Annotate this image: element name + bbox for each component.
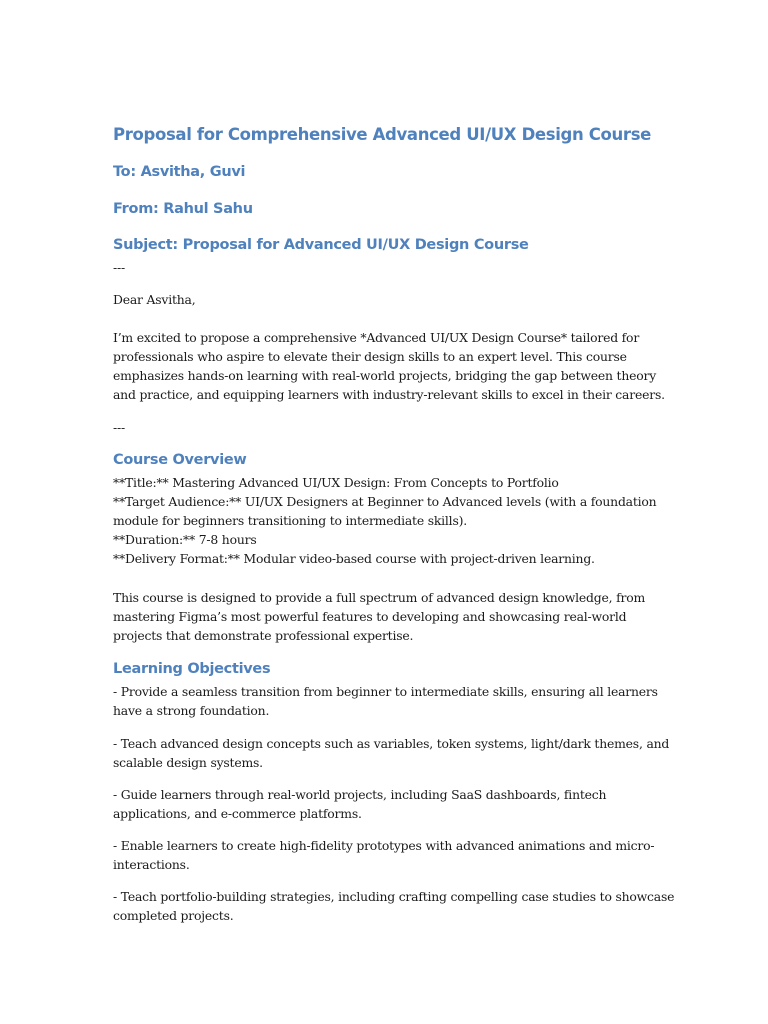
overview-line: module for beginners transitioning to intermediate skills). <box>113 513 467 528</box>
summary-line: projects that demonstrate professional expertise. <box>113 628 414 643</box>
subject-line: Subject: Proposal for Advanced UI/UX Design Course <box>113 237 529 253</box>
objective-line: - Guide learners through real-world projects, including SaaS dashboards, fintech <box>113 787 607 802</box>
intro-line: professionals who aspire to elevate their design skills to an expert level. This course <box>113 349 627 364</box>
course-summary-paragraph <box>113 588 658 645</box>
intro-line: emphasizes hands-on learning with real-world projects, bridging the gap between theory <box>113 368 657 383</box>
document-page <box>113 0 675 1024</box>
objective-line: - Provide a seamless transition from beginner to intermediate skills, ensuring all learners <box>113 684 658 699</box>
objective-line: completed projects. <box>113 908 234 923</box>
recipient-line: To: Asvitha, Guvi <box>113 164 246 180</box>
summary-line: This course is designed to provide a full spectrum of advanced design knowledge, from <box>113 590 646 605</box>
objective-line: - Enable learners to create high-fidelity prototypes with advanced animations and micro- <box>113 838 655 853</box>
overview-line: **Target Audience:** UI/UX Designers at Beginner to Advanced levels (with a foundation <box>113 494 657 509</box>
document-title: Proposal for Comprehensive Advanced UI/UX Design Course <box>113 125 652 144</box>
objective-line: have a strong foundation. <box>113 703 270 718</box>
intro-line: and practice, and equipping learners with industry-relevant skills to excel in their careers. <box>113 387 665 402</box>
intro-line: I’m excited to propose a comprehensive *Advanced UI/UX Design Course* tailored for <box>113 330 640 345</box>
objective-item <box>113 734 670 772</box>
course-overview-heading: Course Overview <box>113 452 247 468</box>
overview-line: **Duration:** 7-8 hours <box>113 532 257 547</box>
learning-objectives-heading: Learning Objectives <box>113 661 271 677</box>
separator: --- <box>113 420 125 435</box>
objective-line: applications, and e-commerce platforms. <box>113 806 362 821</box>
summary-line: mastering Figma’s most powerful features to developing and showcasing real-world <box>113 609 627 624</box>
sender-line: From: Rahul Sahu <box>113 201 253 217</box>
overview-line: **Delivery Format:** Modular video-based course with project-driven learning. <box>113 551 595 566</box>
objective-line: - Teach advanced design concepts such as variables, token systems, light/dark themes, and <box>113 736 670 751</box>
separator: --- <box>113 260 125 275</box>
course-overview-details <box>113 473 658 568</box>
overview-line: **Title:** Mastering Advanced UI/UX Design: From Concepts to Portfolio <box>113 475 559 490</box>
objective-item <box>113 887 675 925</box>
objective-item <box>113 785 658 823</box>
intro-paragraph <box>113 328 665 404</box>
objective-item <box>113 682 658 720</box>
objective-line: interactions. <box>113 857 190 872</box>
objective-line: scalable design systems. <box>113 755 263 770</box>
objective-item <box>113 836 658 874</box>
greeting: Dear Asvitha, <box>113 292 196 307</box>
objective-line: - Teach portfolio-building strategies, including crafting compelling case studies to showcase <box>113 889 675 904</box>
